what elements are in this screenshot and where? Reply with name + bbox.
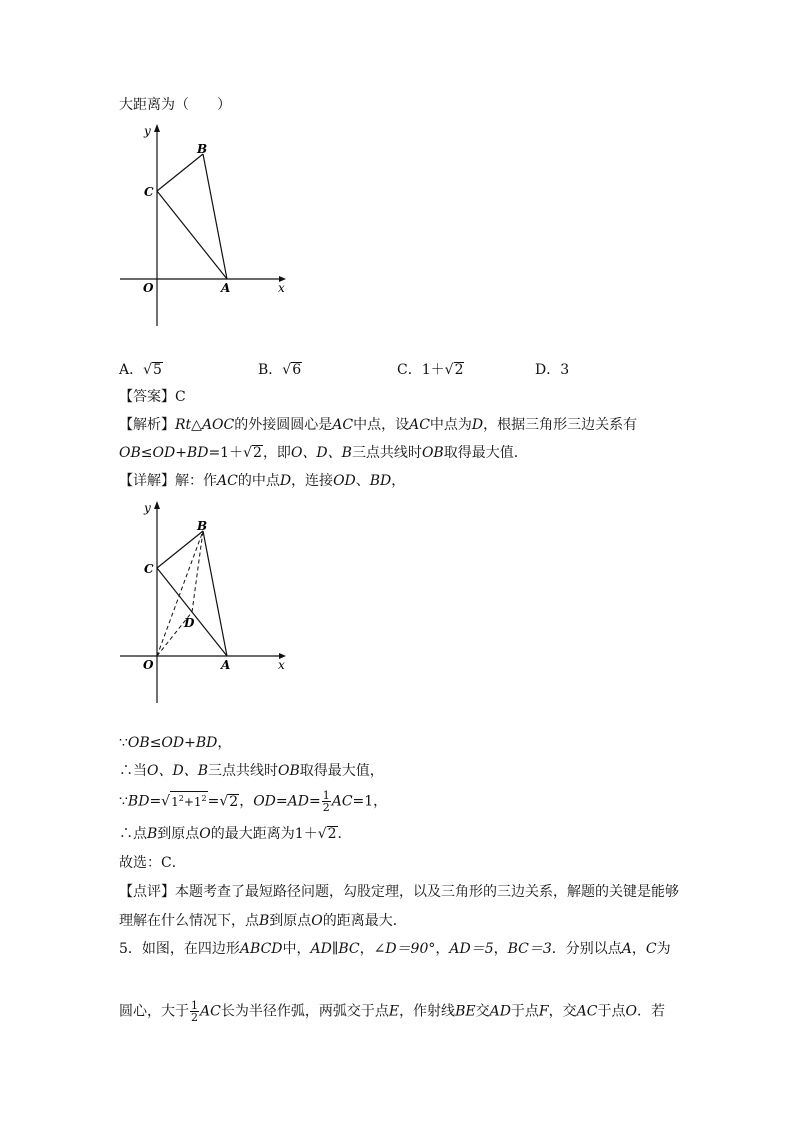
proof-line-2: ∴当O、D、B三点共线时OB取得最大值， [119, 763, 384, 779]
proof-line-4: ∴点B到原点O的最大距离为1＋√2． [119, 826, 352, 842]
figure-2 [115, 495, 295, 710]
label-a: A [221, 281, 231, 295]
comment-line-1: 【点评】本题考查了最短路径问题，勾股定理，以及三角形的三边关系，解题的关键是能够 [119, 884, 679, 900]
answer-tag: 【答案】 [119, 389, 175, 405]
q5-line-2: 圆心，大于 $\frac{1}{2}$ AC长为半径作弧，两弧交于点E，作射线BE交AD于点F，交AC于点O．若 [119, 999, 665, 1024]
option-c: C．1＋√2 [397, 362, 464, 378]
question-tail: 大距离为（ ） [119, 97, 231, 113]
label-o: O [143, 658, 154, 672]
label-y: y [144, 501, 151, 515]
label-o: O [143, 281, 154, 295]
segment-db-dashed [192, 531, 203, 612]
figure-1 [115, 118, 295, 333]
q5-line-1: 5．如图，在四边形ABCD中，AD∥BC，∠D＝90°，AD＝5，BC＝3．分别以点A，C为 [119, 941, 671, 957]
option-d: D．3 [535, 362, 570, 378]
option-a: A．√5 [119, 362, 162, 378]
segment-ca [157, 191, 227, 279]
label-y: y [144, 124, 151, 138]
segment-cb [157, 154, 203, 191]
choose-line: 故选：C． [119, 855, 186, 871]
label-d: D [184, 616, 195, 630]
label-b: B [197, 142, 208, 156]
comment-line-2: 理解在什么情况下，点B到原点O的距离最大． [119, 913, 407, 929]
label-a: A [221, 658, 231, 672]
analysis-line-2: OB≤OD+BD=1＋√2，即O、D、B三点共线时OB取得最大值． [119, 445, 528, 461]
proof-line-3: $\because BD=√1^2+1^2=√2$，OD=AD= $\frac{1}{2}$ AC=1， [119, 789, 388, 814]
option-b: B．√6 [258, 362, 302, 378]
segment-ba [203, 154, 227, 279]
label-b: B [197, 519, 208, 533]
label-c: C [144, 562, 154, 576]
y-axis-arrow-icon [154, 501, 160, 509]
label-x: x [278, 658, 285, 672]
proof-line-1: ∵OB≤OD+BD， [119, 735, 232, 751]
segment-ba [203, 531, 227, 656]
label-c: C [144, 185, 154, 199]
y-axis-arrow-icon [154, 124, 160, 132]
answer-line [119, 387, 186, 407]
answer-value: C [175, 389, 186, 405]
label-x: x [278, 281, 285, 295]
detail-line: 【详解】解：作AC的中点D，连接OD、BD， [119, 473, 406, 489]
analysis-line-1: 【解析】Rt△AOC的外接圆圆心是AC中点，设AC中点为D，根据三角形三边关系有 [119, 417, 638, 433]
